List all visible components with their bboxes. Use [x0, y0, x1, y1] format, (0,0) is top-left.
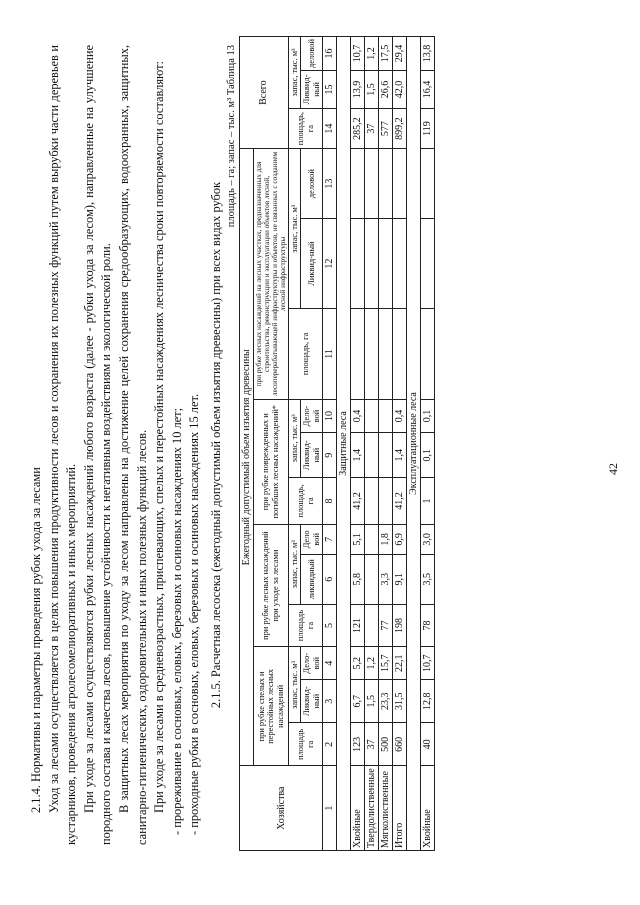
table-cell: 42,0: [393, 71, 407, 109]
table-cell: 0,4: [351, 399, 365, 433]
table-cell: 1,4: [393, 433, 407, 478]
table-cell: 1: [421, 478, 435, 525]
table-cell: 119: [421, 108, 435, 148]
table-row: [393, 37, 407, 851]
header-area: площадь га: [288, 604, 323, 647]
row-name: Итого: [393, 766, 407, 851]
column-number: 7: [323, 524, 337, 554]
table-cell: [365, 309, 379, 399]
table-cell: [365, 478, 379, 525]
row-name: Мягколиственные: [379, 766, 393, 851]
header-liquid: Ликвид-ный: [301, 219, 323, 309]
header-area: площадь, га: [288, 108, 323, 148]
row-name: Твердолиственные: [365, 766, 379, 851]
table-cell: [393, 149, 407, 219]
header-area: площадь га: [288, 723, 323, 766]
table-cell: [365, 604, 379, 647]
table-cell: [421, 309, 435, 399]
table-cell: 5,8: [351, 554, 365, 604]
column-number: 15: [323, 71, 337, 109]
column-number: 8: [323, 478, 337, 525]
header-group: Ежегодный допустимый объем изъятия древесины: [239, 149, 253, 766]
table-cell: [365, 399, 379, 433]
table-cell: 0,4: [393, 399, 407, 433]
table-cell: [379, 309, 393, 399]
header-business: Дело вой: [301, 524, 323, 554]
table-cell: 1,4: [351, 433, 365, 478]
header-liquid: Ликвид-ный: [301, 680, 323, 723]
table-cell: 1,5: [365, 680, 379, 723]
table-cell: 121: [351, 604, 365, 647]
column-number: 11: [323, 309, 337, 399]
header-business: Дело-вой: [301, 399, 323, 433]
header-business: Дело-вой: [301, 647, 323, 680]
table-cell: 15,7: [379, 647, 393, 680]
column-number: 16: [323, 37, 337, 71]
table-cell: 10,7: [351, 37, 365, 71]
protective-rows: [351, 37, 407, 851]
header-liquid: Ликвид-ный: [301, 433, 323, 478]
table-caption: площадь – га; запас – тыс. м³ Таблица 13: [225, 45, 237, 228]
table-row: [379, 37, 393, 851]
column-number: 3: [323, 680, 337, 723]
table-row: [365, 37, 379, 851]
table-cell: 17,5: [379, 37, 393, 71]
band-row: [337, 37, 351, 851]
paragraph: В защитных лесах мероприятия по уходу за лесом направлены на достижение целей сохранения средообразующих, водоохранных, защитных, санитарно-гигиенических, оздоровительных и иных полезных функций лесов.: [116, 45, 149, 845]
table-cell: [351, 149, 365, 219]
table-cell: [393, 309, 407, 399]
table-cell: [365, 219, 379, 309]
table-cell: 3,0: [421, 524, 435, 554]
table-cell: 3,3: [379, 554, 393, 604]
column-number: 6: [323, 554, 337, 604]
band-row: [407, 37, 421, 851]
table-cell: 123: [351, 723, 365, 766]
paragraph: При уходе за лесами осуществляются рубки лесных насаждений любого возраста (далее - рубки ухода за лесом), направленные на улучшение породного состава и качества лесов, повышение устойчивости к негативным воздействиям и экологической роли.: [81, 45, 114, 845]
table-cell: [379, 399, 393, 433]
table-cell: 26,6: [379, 71, 393, 109]
column-number: 5: [323, 604, 337, 647]
table-cell: [379, 433, 393, 478]
table-cell: 37: [365, 108, 379, 148]
table-cell: 16,4: [421, 71, 435, 109]
header-stock: запас, тыс. м³: [288, 524, 301, 604]
table-cell: 1,5: [365, 71, 379, 109]
logging-table: [239, 36, 436, 851]
header-stock: запас, тыс. м³: [288, 149, 301, 309]
table-cell: [379, 149, 393, 219]
table-cell: 41,2: [351, 478, 365, 525]
column-number: 2: [323, 723, 337, 766]
column-number: 10: [323, 399, 337, 433]
table-cell: 37: [365, 723, 379, 766]
table-cell: 5,1: [351, 524, 365, 554]
column-number: 12: [323, 219, 337, 309]
list-item: - прореживание в сосновых, еловых, березовых и осиновых насаждениях 10 лет;: [169, 407, 184, 835]
table-cell: 23,3: [379, 680, 393, 723]
subsection-title: 2.1.5. Расчетная лесосека (ежегодный допустимый объем изъятия древесины) при всех видах рубок: [208, 181, 223, 709]
table-cell: 0,1: [421, 433, 435, 478]
table-row: [351, 37, 365, 851]
header-area: площадь, га: [288, 478, 323, 525]
table-row: [421, 37, 435, 851]
table-cell: 1,8: [379, 524, 393, 554]
table-cell: 577: [379, 108, 393, 148]
table-cell: 285,2: [351, 108, 365, 148]
table-cell: 1,2: [365, 647, 379, 680]
table-cell: [379, 219, 393, 309]
row-name: Хвойные: [421, 766, 435, 851]
table-cell: 9,1: [393, 554, 407, 604]
page-number: 42: [606, 463, 620, 475]
table-cell: [421, 149, 435, 219]
table-cell: 10,7: [421, 647, 435, 680]
table-cell: [365, 149, 379, 219]
header-stroit: при рубке лесных насаждений на лесных участках, предназначенных для строительства, реконструкции и эксплуатации объектов лесной, лесоперерабатывающей инфраструктуры и объектов, не связанных с созданием лесной инфраструктуры: [253, 149, 288, 399]
section-heading: 2.1.4. Нормативы и параметры проведения рубок ухода за лесами: [29, 467, 43, 813]
column-number: 1: [323, 766, 337, 851]
table-cell: [379, 478, 393, 525]
table-cell: 31,5: [393, 680, 407, 723]
header-liquid: ликвидный: [301, 554, 323, 604]
header-spelye: при рубке спелых и перестойных лесных насаждений: [253, 647, 288, 766]
header-stock: запас, тыс. м³: [288, 37, 301, 109]
column-number-row: [323, 37, 337, 851]
table-cell: 77: [379, 604, 393, 647]
column-number: 4: [323, 647, 337, 680]
table-cell: 40: [421, 723, 435, 766]
header-stock: запас, тыс. м³: [288, 647, 301, 723]
table-cell: 29,4: [393, 37, 407, 71]
table-cell: 41,2: [393, 478, 407, 525]
table-cell: [365, 524, 379, 554]
row-name: Хвойные: [351, 766, 365, 851]
table-cell: 198: [393, 604, 407, 647]
band-exploitation: Эксплуатационные леса: [407, 37, 421, 851]
header-business: деловой: [301, 37, 323, 71]
table-cell: 3,5: [421, 554, 435, 604]
header-stock: запас, тыс. м³: [288, 399, 301, 477]
list-item: - проходные рубки в сосновых, еловых, березовых и осиновых насаждениях 15 лет.: [187, 393, 202, 835]
table-cell: 1,2: [365, 37, 379, 71]
table-cell: 13,9: [351, 71, 365, 109]
table-cell: [365, 554, 379, 604]
table-cell: 13,8: [421, 37, 435, 71]
page-content: [28, 39, 435, 848]
table-cell: 12,8: [421, 680, 435, 723]
table-cell: [351, 219, 365, 309]
band-protective: Защитные леса: [337, 37, 351, 851]
header-total: Всего: [239, 37, 288, 149]
table-cell: 6,9: [393, 524, 407, 554]
table-cell: [365, 433, 379, 478]
column-number: 13: [323, 149, 337, 219]
table-cell: [393, 219, 407, 309]
header-povrezhd: при рубке поврежденных и погибших лесных насаждений*: [253, 399, 288, 524]
table-cell: 5,2: [351, 647, 365, 680]
column-number: 9: [323, 433, 337, 478]
table-cell: 0,1: [421, 399, 435, 433]
table-cell: 899,2: [393, 108, 407, 148]
header-liquid: Ликвид-ный: [301, 71, 323, 109]
table-cell: 660: [393, 723, 407, 766]
table-cell: 6,7: [351, 680, 365, 723]
table-cell: 500: [379, 723, 393, 766]
header-area: площадь, га: [288, 309, 323, 399]
header-hozyaystva: Хозяйства: [239, 766, 323, 851]
table-cell: [351, 309, 365, 399]
header-business: деловой: [301, 149, 323, 219]
paragraph: При уходе за лесами в средневозрастных, приспевающих, спелых и перестойных насаждениях лесничества сроки повторяемости составляют:: [152, 61, 167, 813]
table-cell: [421, 219, 435, 309]
table-cell: 22,1: [393, 647, 407, 680]
column-number: 14: [323, 108, 337, 148]
exploitation-rows: [421, 37, 435, 851]
table-cell: 78: [421, 604, 435, 647]
paragraph: Уход за лесами осуществляется в целях повышения продуктивности лесов и сохранения их полезных функций путем вырубки части деревьев и кустарников, проведения агролесомелиоративных и иных мероприятий.: [46, 45, 79, 845]
header-uhod: при рубке лесных насаждений при уходе за лесами: [253, 524, 288, 647]
